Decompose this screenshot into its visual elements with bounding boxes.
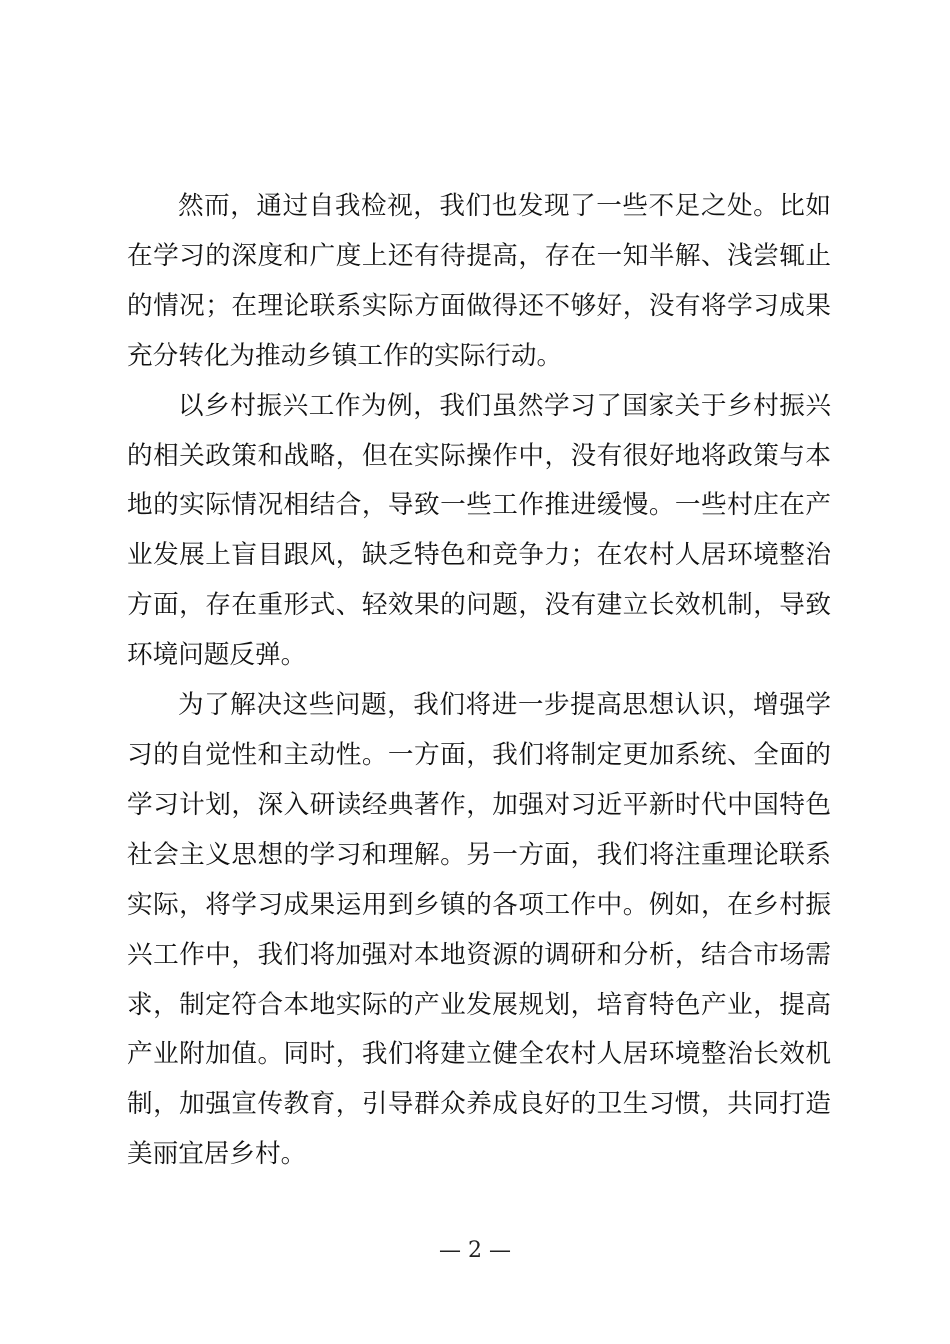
document-body <box>127 182 831 1180</box>
paragraph-rural-revitalization-example: 以乡村振兴工作为例，我们虽然学习了国家关于乡村振兴的相关政策和战略，但在实际操作中，没有很好地将政策与本地的实际情况相结合，导致一些工作推进缓慢。一些村庄在产业发展上盲目跟风，缺乏特色和竞争力；在农村人居环境整治方面，存在重形式、轻效果的问题，没有建立长效机制，导致环境问题反弹。 <box>127 390 831 671</box>
page-number: — 2 — <box>439 1238 511 1263</box>
paragraph-self-review: 然而，通过自我检视，我们也发现了一些不足之处。比如在学习的深度和广度上还有待提高，存在一知半解、浅尝辄止的情况；在理论联系实际方面做得还不够好，没有将学习成果充分转化为推动乡镇工作的实际行动。 <box>127 191 831 371</box>
paragraph-improvement-measures: 为了解决这些问题，我们将进一步提高思想认识，增强学习的自觉性和主动性。一方面，我们将制定更加系统、全面的学习计划，深入研读经典著作，加强对习近平新时代中国特色社会主义思想的学习和理解。另一方面，我们将注重理论联系实际，将学习成果运用到乡镇的各项工作中。例如，在乡村振兴工作中，我们将加强对本地资源的调研和分析，结合市场需求，制定符合本地实际的产业发展规划，培育特色产业，提高产业附加值。同时，我们将建立健全农村人居环境整治长效机制，加强宣传教育，引导群众养成良好的卫生习惯，共同打造美丽宜居乡村。 <box>127 690 831 1170</box>
